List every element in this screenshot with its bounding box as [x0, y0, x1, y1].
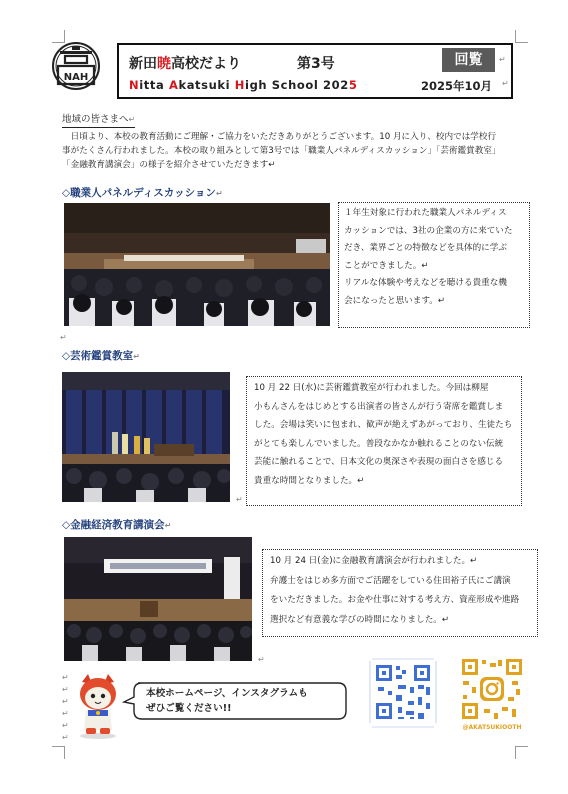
instagram-qr-code[interactable] — [458, 655, 526, 723]
art-line: 貴重な時間となりました。↵ — [254, 475, 365, 486]
career-panel-text — [344, 205, 513, 310]
paragraph-mark: ↵ — [236, 495, 243, 504]
corner-mark-bottom-right — [515, 746, 528, 759]
instagram-handle[interactable]: @AKATSUKIOOTH — [462, 724, 522, 731]
paragraph-mark: ↵ — [499, 55, 506, 64]
intro-line: 「金融教育講演会」の様子を紹介させていただきます↵ — [62, 160, 276, 170]
intro-line: 事がたくさん行われました。本校の取り組みとして第3号では「職業人パネルディスカッション」「芸術鑑賞教室」 — [62, 146, 501, 156]
bubble-line: ぜひご覧ください!! — [146, 703, 232, 714]
section-heading-career-panel: ◇職業人パネルディスカッション↵ — [62, 187, 223, 199]
financial-education-photo — [64, 537, 252, 661]
corner-mark-top-right — [515, 30, 528, 43]
section-heading-financial-education: ◇金融経済教育講演会↵ — [62, 519, 172, 531]
issue-date: 2025年10月 — [421, 79, 493, 93]
career-line: ことができました。↵ — [344, 260, 429, 271]
art-line: した。会場は笑いに包まれ、歓声が絶えずあがっており、生徒たち — [254, 420, 513, 430]
finance-line: 10 月 24 日(金)に金融教育講演会が行われました。↵ — [270, 556, 478, 566]
section-heading-art-appreciation: ◇芸術鑑賞教室↵ — [62, 350, 140, 362]
art-appreciation-photo — [62, 372, 230, 502]
financial-education-text — [270, 552, 519, 630]
mascot-character — [74, 672, 122, 740]
header-box — [117, 43, 513, 99]
art-line: 芸能に触れることで、日本文化の奥深さや表現の面白さを感じる — [254, 457, 504, 467]
speech-bubble-text — [146, 686, 308, 716]
finance-line: 弁護士をはじめ多方面でご活躍をしている住田裕子氏にご講演 — [270, 575, 511, 586]
paragraph-mark: ↵ — [502, 79, 509, 88]
circulation-badge: 回覧 — [442, 48, 495, 72]
school-emblem-logo — [50, 40, 102, 92]
art-line: 10 月 22 日(水)に芸術鑑賞教室が行われました。今回は柳屋 — [254, 383, 489, 393]
homepage-qr-code[interactable] — [368, 657, 438, 735]
paragraph-mark: ↵ — [60, 333, 67, 342]
career-line: だき、業界ごとの特徴などを具体的に学ぶ — [344, 243, 507, 253]
career-line: リアルな体験や考えなどを聴ける貴重な機 — [344, 278, 507, 288]
corner-mark-bottom-left — [52, 746, 65, 759]
career-line: １年生対象に行われた職業人パネルディス — [344, 208, 507, 218]
bubble-line: 本校ホームページ、インスタグラムも — [146, 688, 308, 699]
career-line: カッションでは、3社の企業の方に来ていた — [344, 225, 513, 236]
paragraph-mark: ↵ — [258, 655, 265, 664]
finance-line: 選択など有意義な学びの時間になりました。↵ — [270, 614, 450, 625]
intro-paragraph — [62, 130, 501, 172]
career-panel-photo — [64, 203, 330, 326]
greeting-heading: 地域の皆さまへ↵ — [62, 113, 135, 128]
finance-line: をいただきました。お金や仕事に対する考え方、資産形成や進路 — [270, 595, 520, 605]
career-line: 会になったと思います。↵ — [344, 295, 446, 306]
newsletter-title: 新田暁高校だより — [129, 56, 241, 72]
paragraph-mark: ↵ ↵ ↵ ↵ ↵ ↵ — [62, 673, 69, 742]
art-line: 小もんさんをはじめとする出演者の皆さんが行う寄席を鑑賞しま — [254, 401, 504, 412]
emblem-lettering: NAH — [63, 72, 89, 83]
intro-line: 日頃より、本校の教育活動にご理解・ご協力をいただきありがとうございます。10 月に入り、校内では学校行 — [62, 132, 497, 142]
art-line: がとても楽しんでいました。普段なかなか触れることのない伝統 — [254, 438, 504, 449]
art-appreciation-text — [254, 379, 512, 490]
issue-number: 第3号 — [297, 56, 335, 72]
school-name-english: Nitta Akatsuki High School 2025 — [129, 78, 358, 92]
